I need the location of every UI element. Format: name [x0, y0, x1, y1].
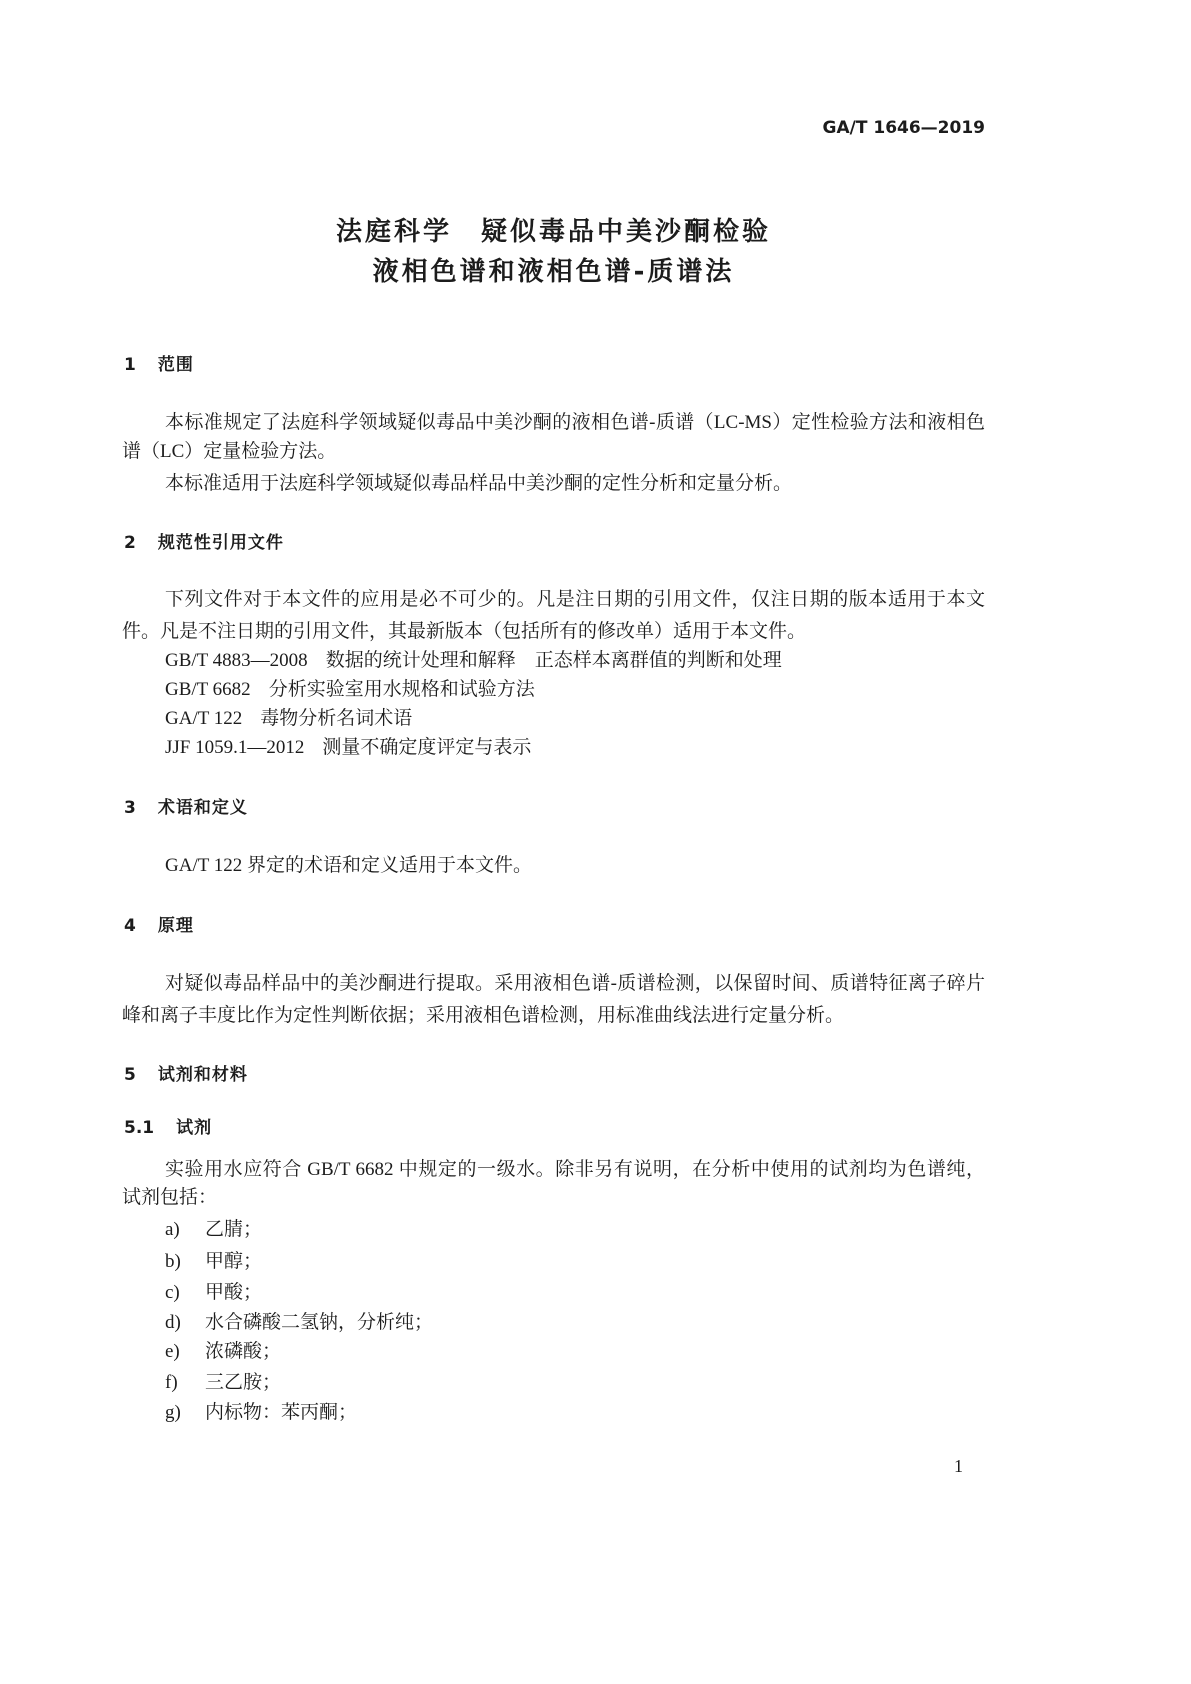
list-item-text: 水合磷酸二氢钠，分析纯； [205, 1312, 434, 1333]
list-item-text: 内标物：苯丙酮； [205, 1402, 358, 1423]
standard-number: GA/T 1646—2019 [822, 118, 985, 138]
list-item [165, 1250, 985, 1274]
reference-title: 毒物分析名词术语 [260, 708, 413, 729]
list-item-label: c) [165, 1282, 180, 1303]
reference-code: GA/T 122 [165, 708, 243, 729]
section-1-paragraph-2-line-1: 本标准适用于法庭科学领域疑似毒品样品中美沙酮的定性分析和定量分析。 [165, 473, 793, 494]
list-item-text: 甲醇； [205, 1251, 263, 1272]
list-item [165, 1401, 985, 1425]
section-2-heading [124, 532, 284, 554]
reference-title: 分析实验室用水规格和试验方法 [268, 679, 535, 700]
reference-code: GB/T 6682 [165, 679, 251, 700]
list-item [165, 1281, 985, 1305]
list-item-label: f) [165, 1372, 178, 1393]
section-3-number: 3 [124, 798, 136, 818]
section-4-paragraph-1-line-2: 峰和离子丰度比作为定性判断依据；采用液相色谱检测，用标准曲线法进行定量分析。 [122, 1005, 845, 1026]
section-3-heading [124, 797, 248, 819]
reference-item [165, 649, 985, 673]
list-item-label: e) [165, 1341, 180, 1362]
section-3-paragraph-1-line-1: GA/T 122 界定的术语和定义适用于本文件。 [165, 855, 532, 876]
list-item-text: 乙腈； [205, 1219, 263, 1240]
section-5-number: 5 [124, 1065, 136, 1085]
reference-item [165, 678, 985, 702]
document-title-line-1: 法庭科学 疑似毒品中美沙酮检验 [335, 217, 771, 247]
list-item-text: 浓磷酸； [205, 1341, 282, 1362]
section-3-title: 术语和定义 [157, 798, 248, 818]
reference-title: 测量不确定度评定与表示 [322, 737, 532, 758]
section-1-paragraph-1-line-2: 谱（LC）定量检验方法。 [122, 441, 337, 462]
section-4-heading [124, 915, 194, 937]
reference-code: JJF 1059.1—2012 [165, 737, 305, 758]
section-4-paragraph-1-line-1: 对疑似毒品样品中的美沙酮进行提取。采用液相色谱-质谱检测，以保留时间、质谱特征离子碎片 [165, 973, 985, 994]
list-item [165, 1340, 985, 1364]
section-4-title: 原理 [157, 916, 194, 936]
document-title-line-2: 液相色谱和液相色谱-质谱法 [372, 257, 735, 287]
section-1-number: 1 [124, 355, 136, 375]
section-2-title: 规范性引用文件 [157, 533, 284, 553]
section-2-paragraph-1-line-1: 下列文件对于本文件的应用是必不可少的。凡是注日期的引用文件，仅注日期的版本适用于本文 [165, 589, 985, 610]
subsection-5-1-heading [124, 1117, 212, 1139]
section-5-title: 试剂和材料 [157, 1065, 248, 1085]
subsection-5-1-number: 5.1 [124, 1118, 155, 1138]
reference-title: 数据的统计处理和解释 正态样本离群值的判断和处理 [325, 650, 782, 671]
list-item [165, 1218, 985, 1242]
reference-code: GB/T 4883—2008 [165, 650, 308, 671]
section-1-paragraph-1-line-1: 本标准规定了法庭科学领域疑似毒品中美沙酮的液相色谱-质谱（LC-MS）定性检验方法和液相色 [165, 412, 985, 433]
section-4-number: 4 [124, 916, 136, 936]
list-item-label: b) [165, 1251, 181, 1272]
list-item-text: 三乙胺； [205, 1372, 282, 1393]
reference-item [165, 736, 985, 760]
list-item-text: 甲酸； [205, 1282, 263, 1303]
subsection-5-1-paragraph-1-line-2: 试剂包括： [122, 1187, 218, 1208]
section-5-heading [124, 1064, 248, 1086]
subsection-5-1-paragraph-1-line-1: 实验用水应符合 GB/T 6682 中规定的一级水。除非另有说明，在分析中使用的试剂均为色谱纯， [165, 1159, 985, 1180]
section-1-title: 范围 [157, 355, 194, 375]
section-2-number: 2 [124, 533, 136, 553]
list-item-label: d) [165, 1312, 181, 1333]
subsection-5-1-title: 试剂 [176, 1118, 213, 1138]
page-number: 1 [954, 1456, 963, 1476]
list-item-label: g) [165, 1402, 181, 1423]
section-1-heading [124, 354, 194, 376]
list-item [165, 1371, 985, 1395]
list-item-label: a) [165, 1219, 180, 1240]
reference-item [165, 707, 985, 731]
list-item [165, 1311, 985, 1335]
section-2-paragraph-1-line-2: 件。凡是不注日期的引用文件，其最新版本（包括所有的修改单）适用于本文件。 [122, 621, 807, 642]
